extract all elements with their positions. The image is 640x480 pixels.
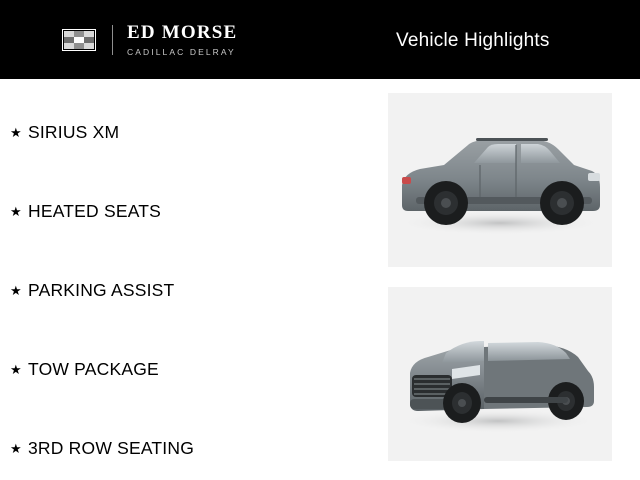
cadillac-crest-icon bbox=[62, 29, 96, 51]
list-item bbox=[0, 172, 380, 251]
star-bullet-icon: ★ bbox=[10, 362, 22, 377]
list-item bbox=[0, 330, 380, 409]
vehicle-photo-front-three-quarter bbox=[388, 287, 612, 461]
vehicle-photo-side-profile bbox=[388, 93, 612, 267]
list-item bbox=[0, 409, 380, 480]
feature-label: TOW PACKAGE bbox=[28, 359, 159, 379]
star-bullet-icon: ★ bbox=[10, 283, 22, 298]
feature-label: 3RD ROW SEATING bbox=[28, 438, 195, 458]
star-bullet-icon: ★ bbox=[10, 441, 22, 456]
star-bullet-icon: ★ bbox=[10, 204, 22, 219]
header-bar bbox=[0, 0, 640, 79]
list-item bbox=[0, 251, 380, 330]
dealer-brand-block bbox=[62, 20, 237, 60]
vehicle-features-list bbox=[0, 93, 380, 473]
brand-divider bbox=[112, 25, 113, 55]
star-bullet-icon: ★ bbox=[10, 125, 22, 140]
dealer-subtitle: CADILLAC DELRAY bbox=[127, 46, 236, 57]
list-item bbox=[0, 93, 380, 172]
feature-label: SIRIUS XM bbox=[28, 122, 120, 142]
feature-label: HEATED SEATS bbox=[28, 201, 162, 221]
dealer-name: ED MORSE bbox=[127, 21, 238, 43]
page-title: Vehicle Highlights bbox=[396, 30, 550, 51]
feature-label: PARKING ASSIST bbox=[28, 280, 175, 300]
dealer-name-block bbox=[127, 23, 237, 58]
